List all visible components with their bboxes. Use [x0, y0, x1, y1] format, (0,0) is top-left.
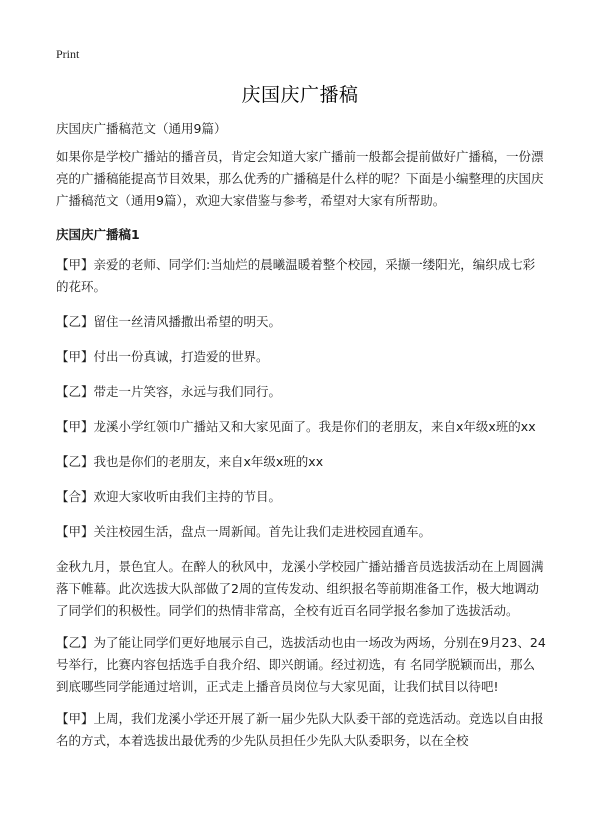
dialogue-line	[56, 346, 546, 368]
dialogue-line	[56, 311, 546, 333]
speaker-tag: 【甲】	[56, 711, 94, 726]
speaker-tag: 【乙】	[56, 635, 94, 650]
dialogue-text: 为了能让同学们更好地展示自己，选拔活动也由一场改为两场，分别在9月23、24号举行，比赛内容包括选手自我介绍、即兴朗诵。经过初选，有 名同学脱颖而出，那么到底哪些同学能通过培训，正式走上播音员岗位与大家见面，让我们拭目以待吧!	[56, 635, 546, 694]
speaker-tag: 【乙】	[56, 314, 94, 329]
speaker-tag: 【甲】	[56, 419, 94, 434]
section-heading: 庆国庆广播稿1	[56, 227, 140, 242]
speaker-tag: 【合】	[56, 489, 94, 504]
dialogue-text: 关注校园生活，盘点一周新闻。首先让我们走进校园直通车。	[93, 524, 432, 539]
speaker-tag: 【乙】	[56, 454, 94, 469]
news-paragraph: 金秋九月，景色宜人。在醉人的秋风中，龙溪小学校园广播站播音员选拔活动在上周圆满落下帷幕。此次选拔大队部做了2周的宣传发动、组织报名等前期准备工作，极大地调动了同学们的积极性。同学们的热情非常高，全校有近百名同学报名参加了选拔活动。	[56, 559, 544, 618]
dialogue-text: 欢迎大家收听由我们主持的节目。	[93, 489, 282, 504]
speaker-tag: 【甲】	[56, 257, 94, 272]
dialogue-line	[56, 451, 546, 473]
dialogue-line	[56, 381, 546, 403]
dialogue-line	[56, 632, 546, 698]
dialogue-line	[56, 708, 546, 752]
intro-paragraph: 如果你是学校广播站的播音员，肯定会知道大家广播前一般都会提前做好广播稿，一份漂亮的广播稿能提高节目效果，那么优秀的广播稿是什么样的呢？下面是小编整理的庆国庆广播稿范文（通用9篇），欢迎大家借鉴与参考，希望对大家有所帮助。	[56, 149, 544, 208]
speaker-tag: 【乙】	[56, 384, 94, 399]
dialogue-text: 我也是你们的老朋友，来自x年级x班的xx	[93, 454, 324, 469]
dialogue-line	[56, 486, 546, 508]
dialogue-line	[56, 521, 546, 543]
dialogue-text: 付出一份真诚，打造爱的世界。	[93, 349, 269, 364]
dialogue-line	[56, 254, 546, 298]
print-link[interactable]: Print	[56, 47, 80, 61]
dialogue-text: 留住一丝清风播撒出希望的明天。	[93, 314, 282, 329]
speaker-tag: 【甲】	[56, 349, 94, 364]
dialogue-text: 亲爱的老师、同学们:当灿烂的晨曦温暖着整个校园，采撷一缕阳光，编织成七彩的花环。	[56, 257, 536, 294]
speaker-tag: 【甲】	[56, 524, 94, 539]
dialogue-text: 上周，我们龙溪小学还开展了新一届少先队大队委干部的竞选活动。竞选以自由报名的方式，本着选拔出最优秀的少先队员担任少先队大队委职务，以在全校	[56, 711, 544, 748]
dialogue-line	[56, 416, 546, 438]
dialogue-text: 带走一片笑容，永远与我们同行。	[93, 384, 282, 399]
dialogue-text: 龙溪小学红领巾广播站又和大家见面了。我是你们的老朋友，来自x年级x班的xx	[93, 419, 536, 434]
page-title: 庆国庆广播稿	[241, 84, 359, 106]
article-subtitle: 庆国庆广播稿范文（通用9篇）	[56, 121, 227, 136]
article-body	[56, 118, 546, 765]
